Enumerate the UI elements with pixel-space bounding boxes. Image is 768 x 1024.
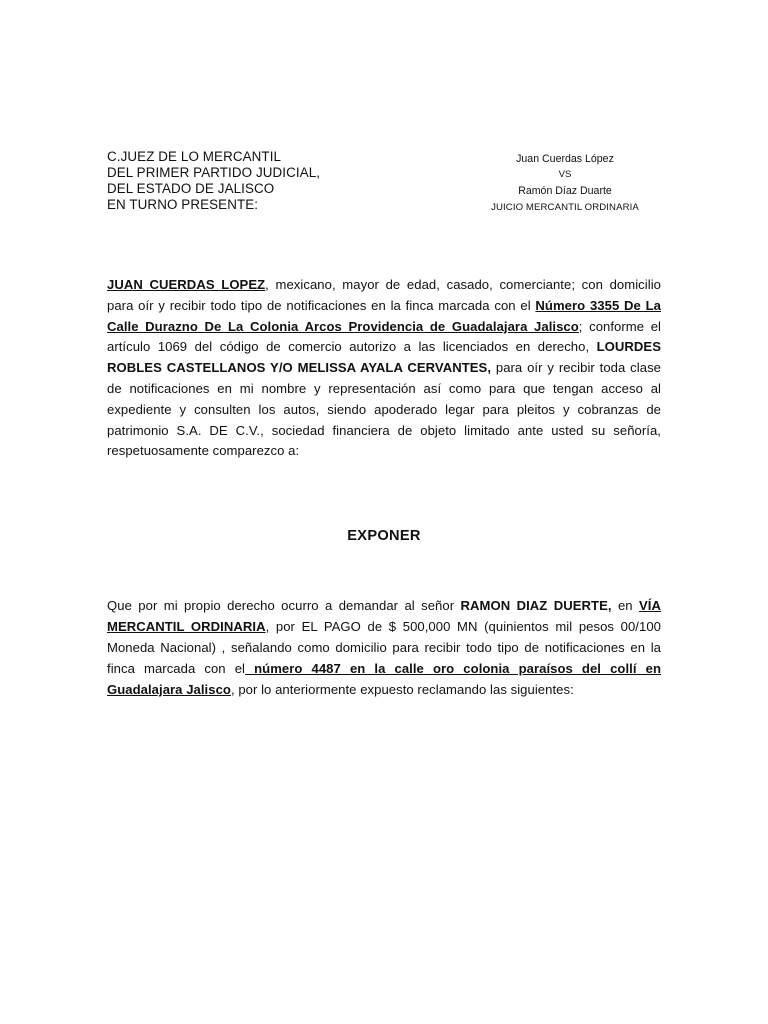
demand-text: Que por mi propio derecho ocurro a demandar al señor [107, 598, 461, 613]
demand-text: en [611, 598, 640, 613]
defendant-name: Ramón Díaz Duarte [518, 185, 612, 198]
defendant-name-bold: RAMON DIAZ DUERTE, [460, 598, 612, 613]
intro-text: ; conforme el artículo 1069 del código de comercio autorizo a las licenciados en derecho, [107, 318, 661, 355]
plaintiff-name: Juan Cuerdas López [516, 153, 614, 165]
case-caption-block [440, 151, 690, 216]
case-type: JUICIO MERCANTIL ORDINARIA [491, 201, 639, 213]
party-name: JUAN CUERDAS LOPEZ [107, 277, 266, 292]
demand-text: , por lo anteriormente expuesto reclamando las siguientes: [230, 681, 574, 697]
court-line: DEL ESTADO DE JALISCO [107, 181, 275, 196]
intro-text: , mexicano, mayor de edad, casado, comerciante; con domicilio para oír y recibir todo tipo de notificaciones en la finca marcada con el [107, 277, 661, 313]
party-address: Número 3355 De La Calle Durazno De La Colonia Arcos Providencia de Guadalajara Jalisco [107, 297, 662, 334]
demand-paragraph [107, 596, 661, 701]
court-line: DEL PRIMER PARTIDO JUDICIAL, [107, 165, 321, 180]
defendant-address: número 4487 en la calle oro colonia paraísos del collí en Guadalajara Jalisco [107, 660, 661, 697]
section-title: EXPONER [347, 528, 421, 544]
proceeding-type: VÍA MERCANTIL ORDINARIA [107, 598, 661, 634]
demand-text: , por EL PAGO de $ 500,000 MN (quinientos mil pesos 00/100 Moneda Nacional) , señalando como domicilio para recibir todo tipo de notificaciones en la finca marcada con el [107, 618, 661, 676]
intro-text: para oír y recibir toda clase de notificaciones en mi nombre y representación así como para que tengan acceso al expediente y consulten los autos, siendo apoderado legar para pleitos y cobranzas de patrimonio S.A. DE C.V., sociedad financiera de objeto limitado ante usted su señoría, respetuosamente comparezco a: [107, 360, 661, 459]
lawyer-names: LOURDES ROBLES CASTELLANOS Y/O MELISSA AYALA CERVANTES, [107, 339, 661, 376]
court-address-block [107, 149, 320, 213]
court-line: EN TURNO PRESENTE: [107, 197, 259, 212]
court-line: C.JUEZ DE LO MERCANTIL [107, 149, 282, 164]
versus-label: VS [558, 169, 572, 181]
intro-paragraph [107, 275, 661, 462]
